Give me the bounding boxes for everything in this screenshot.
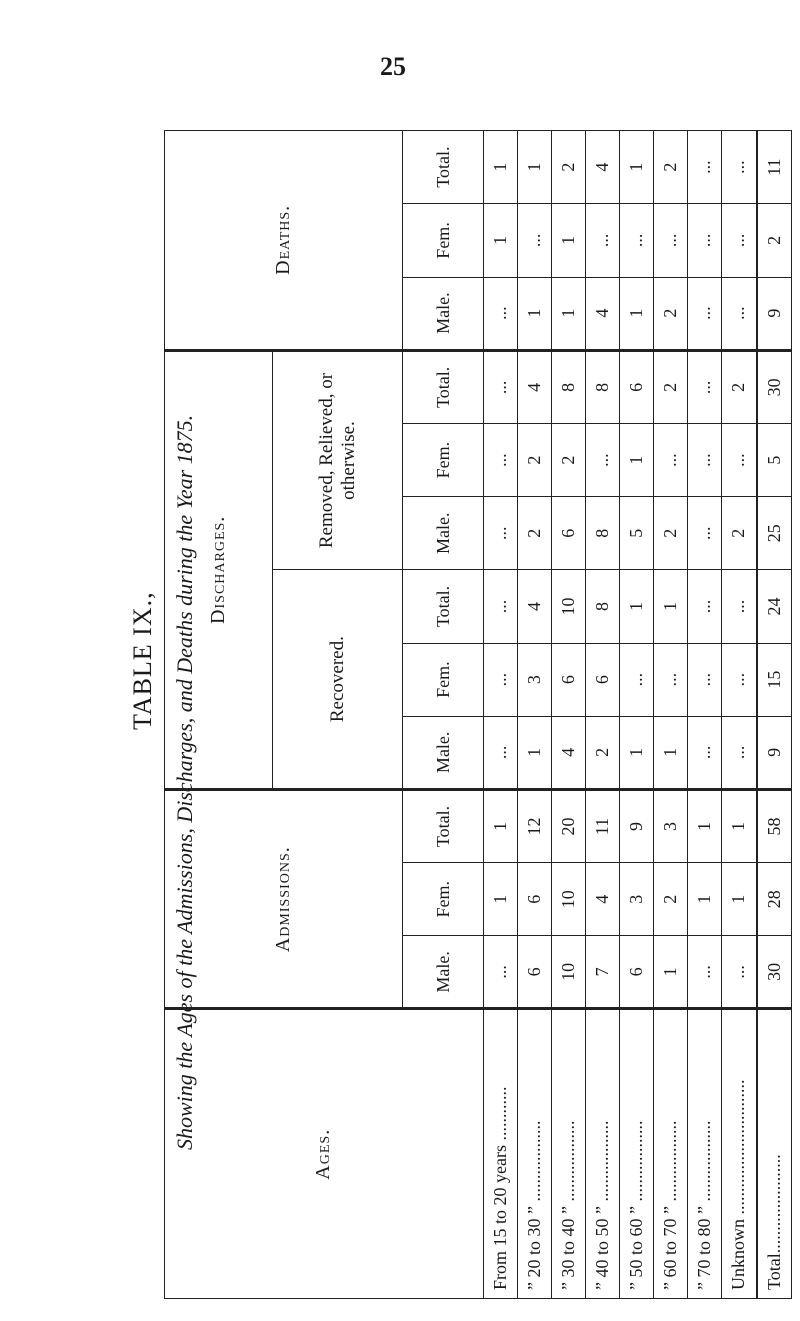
- rec-fem-cell: ...: [688, 643, 722, 716]
- dth-total-cell: 2: [654, 131, 688, 204]
- dth-total-cell: ...: [688, 131, 722, 204]
- rec-total-header: Total.: [403, 570, 484, 643]
- rem-male-cell: ...: [688, 497, 722, 570]
- rem-fem-cell: ...: [586, 423, 620, 496]
- rem-fem-cell: ...: [722, 423, 757, 496]
- dth-male-header: Male.: [403, 277, 484, 350]
- age-cell: Unknown ..............................: [722, 1009, 757, 1299]
- dth-total-cell: 1: [483, 131, 517, 204]
- rec-fem-header: Fem.: [403, 643, 484, 716]
- ages-table: [164, 130, 792, 1299]
- adm-fem-cell: 3: [620, 863, 654, 936]
- dth-total-cell: ...: [722, 131, 757, 204]
- rec-total-cell: 10: [552, 570, 586, 643]
- rem-male-header: Male.: [403, 497, 484, 570]
- table-row: [722, 131, 757, 1299]
- rec-total-cell: 1: [654, 570, 688, 643]
- adm-male-cell: ...: [688, 936, 722, 1009]
- adm-total-cell: 3: [654, 789, 688, 862]
- table-row: [654, 131, 688, 1299]
- rem-male-cell: 2: [722, 497, 757, 570]
- rec-male-cell: 1: [654, 716, 688, 789]
- adm-fem-cell: 1: [483, 863, 517, 936]
- dth-total-cell: 2: [552, 131, 586, 204]
- dth-fem-cell: ...: [722, 204, 757, 277]
- dth-male-cell: ...: [688, 277, 722, 350]
- age-cell: ” 30 to 40 ” ..................: [552, 1009, 586, 1299]
- rec-male-cell: 1: [620, 716, 654, 789]
- adm-male-cell: 7: [586, 936, 620, 1009]
- table-row: [552, 131, 586, 1299]
- age-cell: ” 20 to 30 ” ..................: [517, 1009, 551, 1299]
- dth-total-cell: 11: [757, 131, 792, 204]
- adm-male-cell: 30: [757, 936, 792, 1009]
- rec-total-cell: 8: [586, 570, 620, 643]
- rec-total-cell: ...: [688, 570, 722, 643]
- rem-total-cell: 4: [517, 350, 551, 423]
- table-row: [688, 131, 722, 1299]
- dth-fem-cell: ...: [620, 204, 654, 277]
- adm-fem-cell: 2: [654, 863, 688, 936]
- adm-male-cell: 10: [552, 936, 586, 1009]
- age-cell: ” 50 to 60 ” ..................: [620, 1009, 654, 1299]
- dth-total-cell: 4: [586, 131, 620, 204]
- dth-male-cell: 4: [586, 277, 620, 350]
- table-row: [517, 131, 551, 1299]
- rec-male-cell: 4: [552, 716, 586, 789]
- rec-male-cell: 9: [757, 716, 792, 789]
- rem-fem-cell: 2: [517, 423, 551, 496]
- rem-total-cell: 8: [552, 350, 586, 423]
- adm-total-cell: 1: [483, 789, 517, 862]
- rem-total-header: Total.: [403, 350, 484, 423]
- adm-male-cell: ...: [722, 936, 757, 1009]
- rec-total-cell: 1: [620, 570, 654, 643]
- table-subtitle: Showing the Ages of the Admissions, Discharges, and Deaths during the Year 1875.: [172, 414, 197, 1150]
- total-row: [757, 131, 792, 1299]
- adm-fem-cell: 6: [517, 863, 551, 936]
- dth-fem-cell: 1: [552, 204, 586, 277]
- adm-fem-cell: 28: [757, 863, 792, 936]
- rec-fem-cell: ...: [620, 643, 654, 716]
- dth-fem-header: Fem.: [403, 204, 484, 277]
- rem-male-cell: 8: [586, 497, 620, 570]
- rec-male-cell: ...: [688, 716, 722, 789]
- rem-male-cell: 25: [757, 497, 792, 570]
- rec-fem-cell: 15: [757, 643, 792, 716]
- adm-fem-cell: 4: [586, 863, 620, 936]
- dth-male-cell: 9: [757, 277, 792, 350]
- adm-fem-cell: 1: [688, 863, 722, 936]
- rem-total-cell: 2: [654, 350, 688, 423]
- adm-male-header: Male.: [403, 936, 484, 1009]
- adm-total-cell: 20: [552, 789, 586, 862]
- rec-total-cell: ...: [722, 570, 757, 643]
- rec-male-cell: 2: [586, 716, 620, 789]
- rem-total-cell: 6: [620, 350, 654, 423]
- rec-male-header: Male.: [403, 716, 484, 789]
- rec-fem-cell: ...: [483, 643, 517, 716]
- rem-male-cell: 6: [552, 497, 586, 570]
- rem-fem-cell: 2: [552, 423, 586, 496]
- adm-total-header: Total.: [403, 789, 484, 862]
- discharges-header: Discharges.: [165, 350, 273, 789]
- rec-male-cell: ...: [722, 716, 757, 789]
- rem-total-cell: 8: [586, 350, 620, 423]
- rem-male-cell: 5: [620, 497, 654, 570]
- dth-fem-cell: 1: [483, 204, 517, 277]
- dth-fem-cell: ...: [654, 204, 688, 277]
- adm-total-cell: 11: [586, 789, 620, 862]
- rec-fem-cell: ...: [722, 643, 757, 716]
- dth-male-cell: 1: [620, 277, 654, 350]
- table-row: [586, 131, 620, 1299]
- dth-male-cell: 1: [517, 277, 551, 350]
- dth-fem-cell: 2: [757, 204, 792, 277]
- dth-male-cell: 2: [654, 277, 688, 350]
- dth-male-cell: 1: [552, 277, 586, 350]
- dth-total-cell: 1: [620, 131, 654, 204]
- rec-total-cell: 4: [517, 570, 551, 643]
- adm-male-cell: 6: [620, 936, 654, 1009]
- adm-fem-header: Fem.: [403, 863, 484, 936]
- adm-fem-cell: 10: [552, 863, 586, 936]
- rem-male-cell: 2: [517, 497, 551, 570]
- table-label: TABLE IX.,: [128, 591, 157, 730]
- adm-male-cell: 1: [654, 936, 688, 1009]
- dth-fem-cell: ...: [688, 204, 722, 277]
- age-cell: ” 70 to 80 ” ..................: [688, 1009, 722, 1299]
- recovered-header: Recovered.: [273, 570, 403, 790]
- rem-fem-cell: ...: [688, 423, 722, 496]
- rotated-table-container: [164, 130, 792, 1299]
- age-cell: From 15 to 20 years ............: [483, 1009, 517, 1299]
- rem-total-cell: ...: [688, 350, 722, 423]
- adm-total-cell: 1: [688, 789, 722, 862]
- adm-male-cell: 6: [517, 936, 551, 1009]
- rem-total-cell: 2: [722, 350, 757, 423]
- rec-fem-cell: 6: [552, 643, 586, 716]
- adm-total-cell: 58: [757, 789, 792, 862]
- rem-fem-cell: 5: [757, 423, 792, 496]
- adm-total-cell: 1: [722, 789, 757, 862]
- rem-total-cell: 30: [757, 350, 792, 423]
- rec-fem-cell: ...: [654, 643, 688, 716]
- rem-fem-cell: ...: [654, 423, 688, 496]
- rem-fem-cell: 1: [620, 423, 654, 496]
- rec-male-cell: ...: [483, 716, 517, 789]
- ages-header: Ages.: [165, 1009, 484, 1299]
- rem-fem-cell: ...: [483, 423, 517, 496]
- rem-fem-header: Fem.: [403, 423, 484, 496]
- rem-male-cell: 2: [654, 497, 688, 570]
- deaths-header: Deaths.: [165, 131, 403, 351]
- age-cell: ” 40 to 50 ” ..................: [586, 1009, 620, 1299]
- dth-total-cell: 1: [517, 131, 551, 204]
- adm-fem-cell: 1: [722, 863, 757, 936]
- dth-fem-cell: ...: [517, 204, 551, 277]
- rec-total-cell: ...: [483, 570, 517, 643]
- admissions-header: Admissions.: [165, 789, 403, 1009]
- dth-male-cell: ...: [722, 277, 757, 350]
- adm-total-cell: 12: [517, 789, 551, 862]
- rec-fem-cell: 6: [586, 643, 620, 716]
- dth-male-cell: ...: [483, 277, 517, 350]
- dth-fem-cell: ...: [586, 204, 620, 277]
- page-number: 25: [380, 52, 406, 81]
- age-cell: Total......................: [757, 1009, 792, 1299]
- adm-total-cell: 9: [620, 789, 654, 862]
- removed-header: Removed, Relieved, or otherwise.: [273, 350, 403, 570]
- rec-total-cell: 24: [757, 570, 792, 643]
- rem-male-cell: ...: [483, 497, 517, 570]
- table-row: [483, 131, 517, 1299]
- rem-total-cell: ...: [483, 350, 517, 423]
- rec-male-cell: 1: [517, 716, 551, 789]
- dth-total-header: Total.: [403, 131, 484, 204]
- adm-male-cell: ...: [483, 936, 517, 1009]
- table-row: [620, 131, 654, 1299]
- rec-fem-cell: 3: [517, 643, 551, 716]
- age-cell: ” 60 to 70 ” ..................: [654, 1009, 688, 1299]
